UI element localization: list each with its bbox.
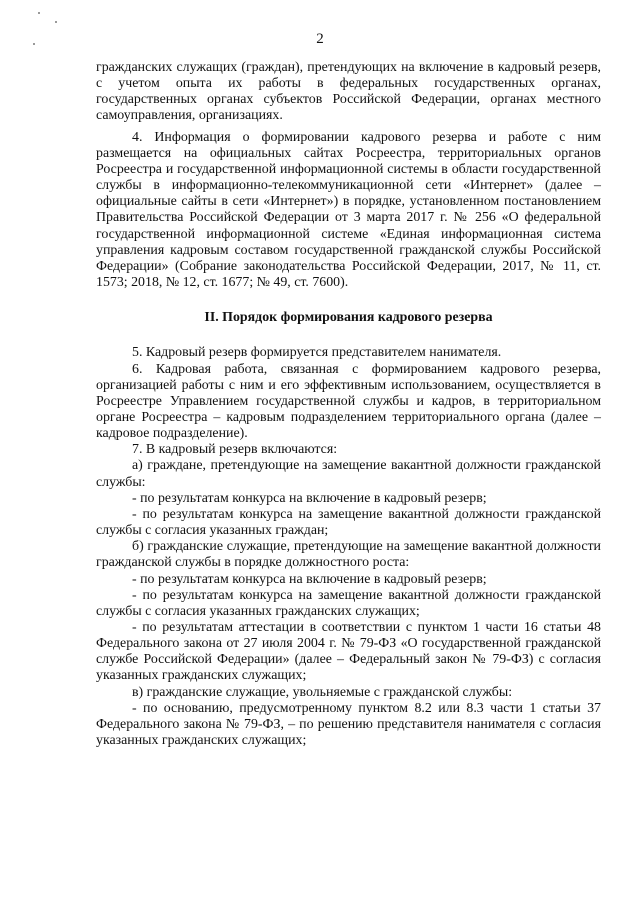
list-subitem: - по результатам конкурса на включение в кадровый резерв; bbox=[132, 571, 487, 587]
list-subitem: - по результатам аттестации в соответствии с пунктом 1 части 16 статьи 48 Федерального закона от 27 июля 2004 г. № 79-ФЗ «О государственной гражданской службе Российской Федерации» (далее – Федеральный закон № 79-ФЗ) с согласия указанных гражданских служащих; bbox=[96, 620, 601, 684]
list-subitem: - по основанию, предусмотренному пунктом 8.2 или 8.3 части 1 статьи 37 Федерального закона № 79-ФЗ, – по решению представителя нанимателя с согласия указанных гражданских служащих; bbox=[96, 700, 601, 749]
paragraph-6: 6. Кадровая работа, связанная с формированием кадрового резерва, организацией работы с ним и его эффективным использованием, осуществляется в Росреестре Управлением государственной службы и кадров, в территориальном органе Росреестра – кадровым подразделением территориального органа (далее – кадровое подразделение). bbox=[96, 361, 601, 442]
scan-speck bbox=[55, 21, 57, 23]
page-number: 2 bbox=[316, 31, 324, 47]
section-heading: II. Порядок формирования кадрового резерва bbox=[204, 310, 493, 326]
list-subitem: - по результатам конкурса на замещение вакантной должности гражданской службы с согласия указанных граждан; bbox=[96, 506, 601, 539]
list-item-b: б) гражданские служащие, претендующие на замещение вакантной должности гражданской службы в порядке должностного роста: bbox=[96, 539, 601, 571]
scan-speck bbox=[38, 12, 40, 14]
list-item-a: а) граждане, претендующие на замещение вакантной должности гражданской службы: bbox=[96, 458, 601, 490]
list-item-c: в) гражданские служащие, увольняемые с гражданской службы: bbox=[132, 684, 513, 700]
paragraph-5: 5. Кадровый резерв формируется представителем нанимателя. bbox=[132, 345, 502, 361]
paragraph-continuation: гражданских служащих (граждан), претендующих на включение в кадровый резерв, с учетом опыта их работы в федеральных государственных органах, государственных органах субъектов Российской Федерации, органах местного самоуправления, организациях. bbox=[96, 60, 601, 124]
list-subitem: - по результатам конкурса на включение в кадровый резерв; bbox=[132, 490, 487, 506]
document-body bbox=[96, 60, 601, 749]
paragraph-4: 4. Информация о формировании кадрового резерва и работе с ним размещается на официальных сайтах Росреестра, территориальных органов Росреестра и государственной информационной системы в области государственной службы в информационно-телекоммуникационной сети «Интернет» (далее – официальные сайты в сети «Интернет») в порядке, установленном постановлением Правительства Российской Федерации от 3 марта 2017 г. № 256 «О федеральной государственной информационной системе «Единая информационная система управления кадровым составом государственной гражданской службы Российской Федерации» (Собрание законодательства Российской Федерации, 2017, № 11, ст. 1573; 2018, № 12, ст. 1677; № 49, ст. 7600). bbox=[96, 129, 601, 291]
paragraph-7: 7. В кадровый резерв включаются: bbox=[132, 442, 338, 458]
list-subitem: - по результатам конкурса на замещение вакантной должности гражданской службы с согласия указанных гражданских служащих; bbox=[96, 587, 601, 619]
